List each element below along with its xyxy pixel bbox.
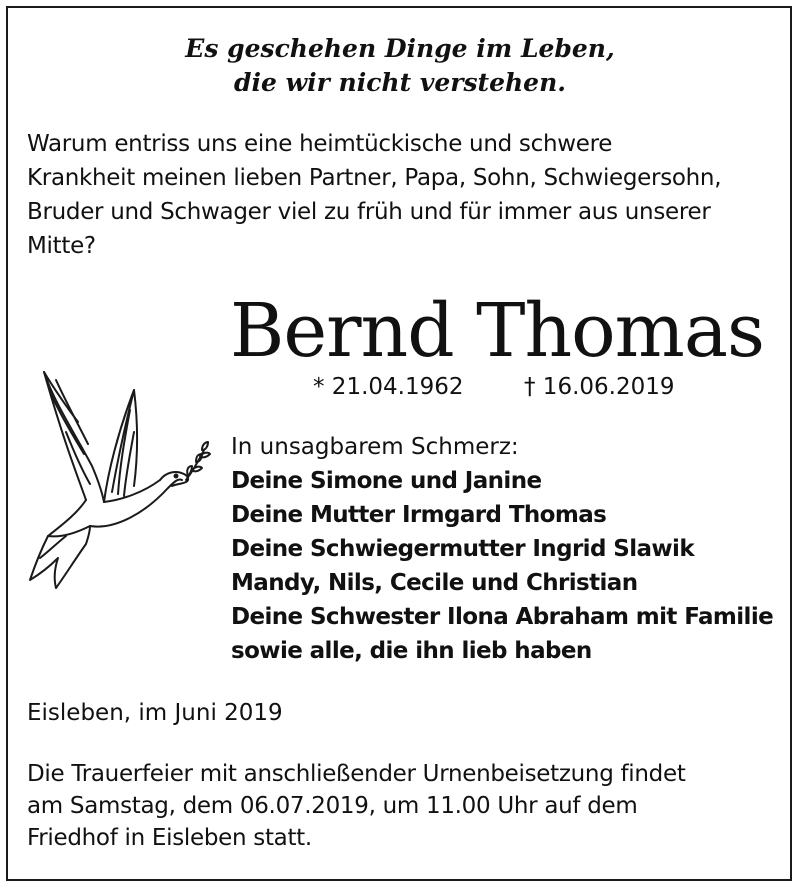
mourner-line: Deine Schwiegermutter Ingrid Slawik bbox=[231, 536, 695, 562]
intro-line-2: Krankheit meinen lieben Partner, Papa, Sohn, Schwiegersohn, bbox=[27, 165, 722, 191]
motto-line-2: die wir nicht verstehen. bbox=[234, 68, 566, 97]
mourner-line: Deine Simone und Janine bbox=[231, 468, 542, 494]
mourner-line: Deine Mutter Irmgard Thomas bbox=[231, 502, 607, 528]
mourner-line: Deine Schwester Ilona Abraham mit Familie bbox=[231, 604, 774, 630]
mourners-intro: In unsagbarem Schmerz: bbox=[231, 434, 519, 460]
deceased-name: Bernd Thomas bbox=[230, 288, 764, 374]
mourner-line: Mandy, Nils, Cecile und Christian bbox=[231, 570, 638, 596]
mourner-line: sowie alle, die ihn lieb haben bbox=[231, 638, 592, 664]
mourners-block bbox=[231, 430, 791, 668]
death-date: † 16.06.2019 bbox=[524, 374, 675, 400]
funeral-line-1: Die Trauerfeier mit anschließender Urnenbeisetzung findet bbox=[27, 761, 686, 787]
funeral-info bbox=[27, 758, 787, 854]
intro-text bbox=[27, 127, 787, 263]
motto bbox=[0, 32, 800, 100]
funeral-line-3: Friedhof in Eisleben statt. bbox=[27, 825, 312, 851]
birth-date: * 21.04.1962 bbox=[313, 374, 464, 400]
dove-icon bbox=[26, 362, 216, 602]
intro-line-3: Bruder und Schwager viel zu früh und für immer aus unserer bbox=[27, 199, 711, 225]
motto-line-1: Es geschehen Dinge im Leben, bbox=[185, 34, 615, 63]
intro-line-1: Warum entriss uns eine heimtückische und schwere bbox=[27, 131, 613, 157]
intro-line-4: Mitte? bbox=[27, 233, 96, 259]
place-date: Eisleben, im Juni 2019 bbox=[27, 700, 283, 726]
funeral-line-2: am Samstag, dem 06.07.2019, um 11.00 Uhr auf dem bbox=[27, 793, 638, 819]
